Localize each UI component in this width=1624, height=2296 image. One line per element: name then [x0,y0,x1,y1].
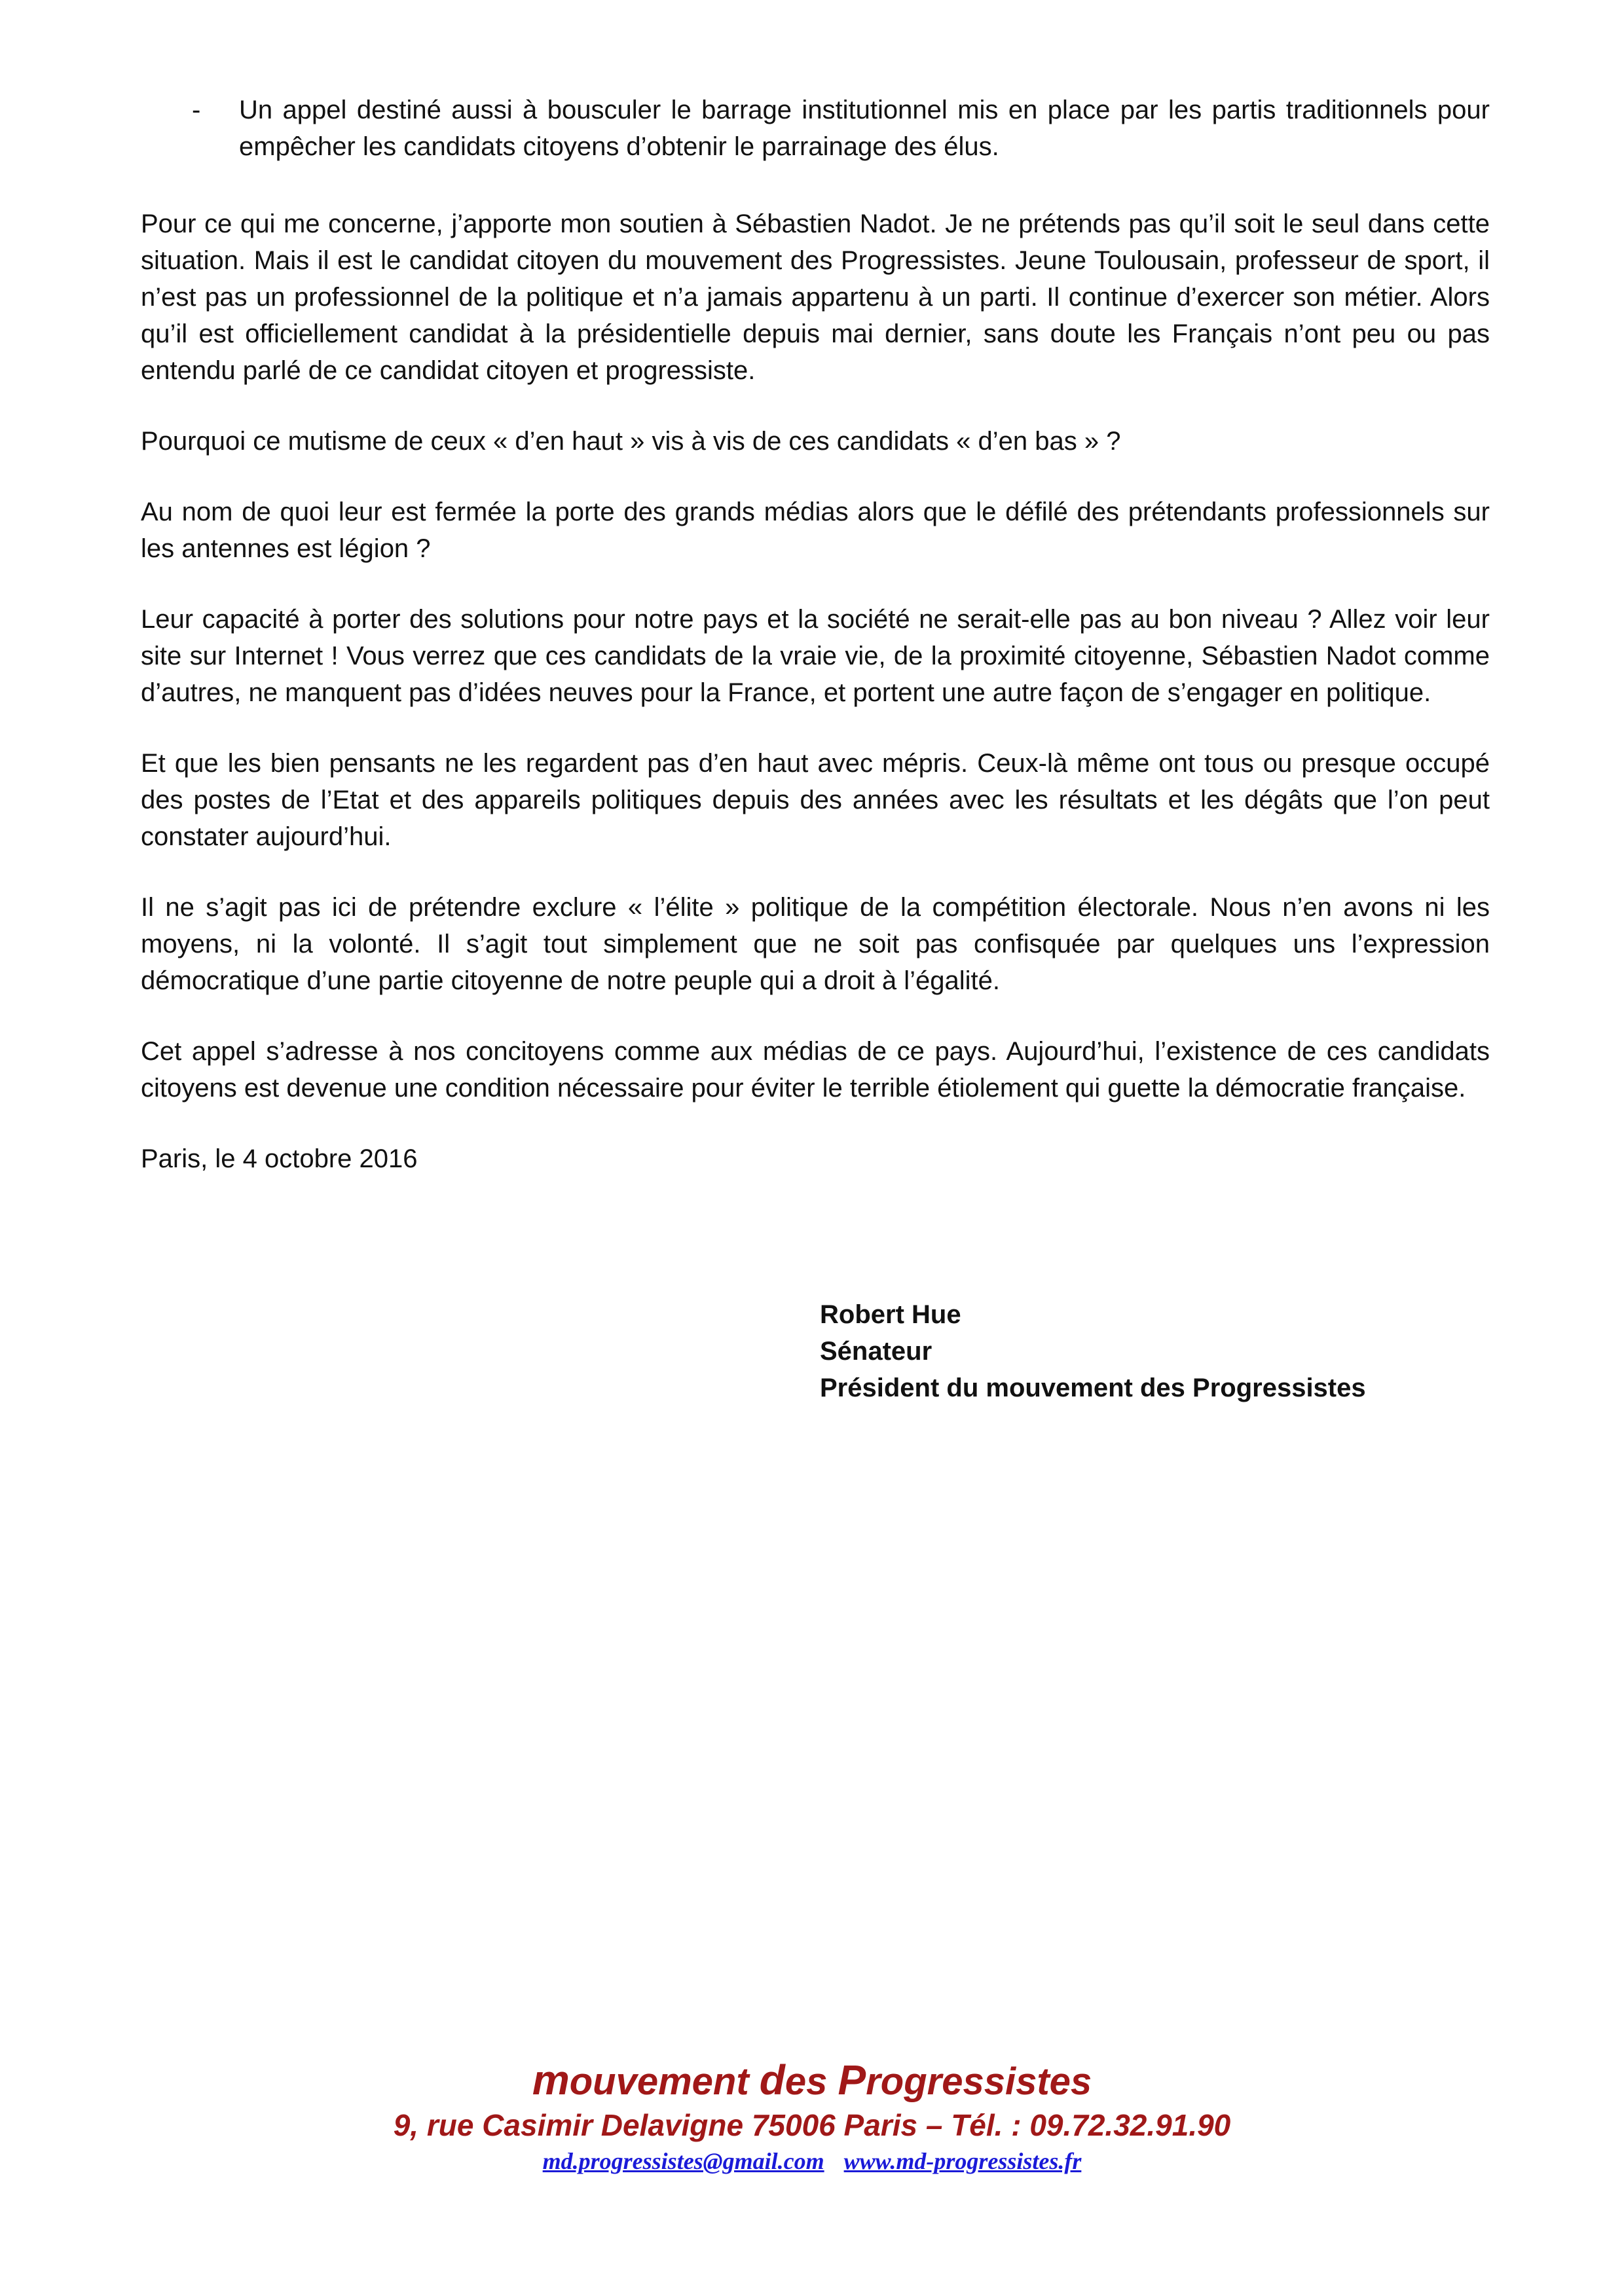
footer-address: 9, rue Casimir Delavigne 75006 Paris – Tél. : 09.72.32.91.90 [393,2108,1231,2142]
paragraph-question-media: Au nom de quoi leur est fermée la porte des grands médias alors que le défilé des prétendants professionnels sur les antennes est légion ? [141,498,1490,563]
paragraph-appeal: Cet appel s’adresse à nos concitoyens comme aux médias de ce pays. Aujourd’hui, l’existence de ces candidats citoyens est devenue une condition nécessaire pour éviter le terrible étiolement qui guette la démocratie française. [141,1037,1490,1102]
bullet-marker: - [192,96,201,124]
signature-role: Président du mouvement des Progressistes [820,1374,1366,1402]
paragraph-elite: Il ne s’agit pas ici de prétendre exclure « l’élite » politique de la compétition électorale. Nous n’en avons ni les moyens, ni la volonté. Il s’agit tout simplement que ne soit pas confisquée par quelques uns l’expression démocratique d’une partie citoyenne de notre peuple qui a droit à l’égalité. [141,893,1490,995]
bullet-item [141,92,1490,165]
org-initial-p: P [838,2056,866,2104]
paragraph-support: Pour ce qui me concerne, j’apporte mon soutien à Sébastien Nadot. Je ne prétends pas qu’il soit le seul dans cette situation. Mais il est le candidat citoyen du mouvement des Progressistes. Jeune Toulousain, professeur de sport, il n’est pas un professionnel de la politique et n’a jamais appartenu à un parti. Il continue d’exercer son métier. Alors qu’il est officiellement candidat à la présidentielle depuis mai dernier, sans doute les Français n’ont peu ou pas entendu parlé de ce candidat citoyen et progressiste. [141,210,1490,385]
org-initial-d: d [759,2056,785,2104]
bullet-text: Un appel destiné aussi à bousculer le barrage institutionnel mis en place par les partis traditionnels pour empêcher les candidats citoyens d’obtenir le parrainage des élus. [239,96,1490,161]
letter-body [141,92,1490,1177]
signature-block [820,1296,1366,1406]
org-text-2: es [784,2060,838,2103]
org-text-3: rogressistes [866,2060,1092,2103]
letter-date: Paris, le 4 octobre 2016 [141,1144,418,1173]
footer-website-link[interactable]: www.md-progressistes.fr [843,2148,1082,2174]
paragraph-capacity: Leur capacité à porter des solutions pour notre pays et la société ne serait-elle pas au bon niveau ? Allez voir leur site sur Internet ! Vous verrez que ces candidats de la vraie vie, de la proximité citoyenne, Sébastien Nadot comme d’autres, ne manquent pas d’idées neuves pour la France, et portent une autre façon de s’engager en politique. [141,605,1490,707]
org-initial-m: m [532,2056,570,2104]
signature-title: Sénateur [820,1337,932,1366]
footer-links [0,2145,1624,2177]
footer [0,2057,1624,2177]
footer-email-link[interactable]: md.progressistes@gmail.com [542,2148,824,2174]
paragraph-bien-pensants: Et que les bien pensants ne les regardent pas d’en haut avec mépris. Ceux-là même ont tous ou presque occupé des postes de l’Etat et des appareils politiques depuis des années avec les résultats et les dégâts que l’on peut constater aujourd’hui. [141,749,1490,851]
paragraph-question-mutism: Pourquoi ce mutisme de ceux « d’en haut » vis à vis de ces candidats « d’en bas » ? [141,427,1121,456]
footer-organization-name [0,2057,1624,2105]
org-text-1: ouvement [569,2060,760,2103]
signature-name: Robert Hue [820,1300,961,1329]
